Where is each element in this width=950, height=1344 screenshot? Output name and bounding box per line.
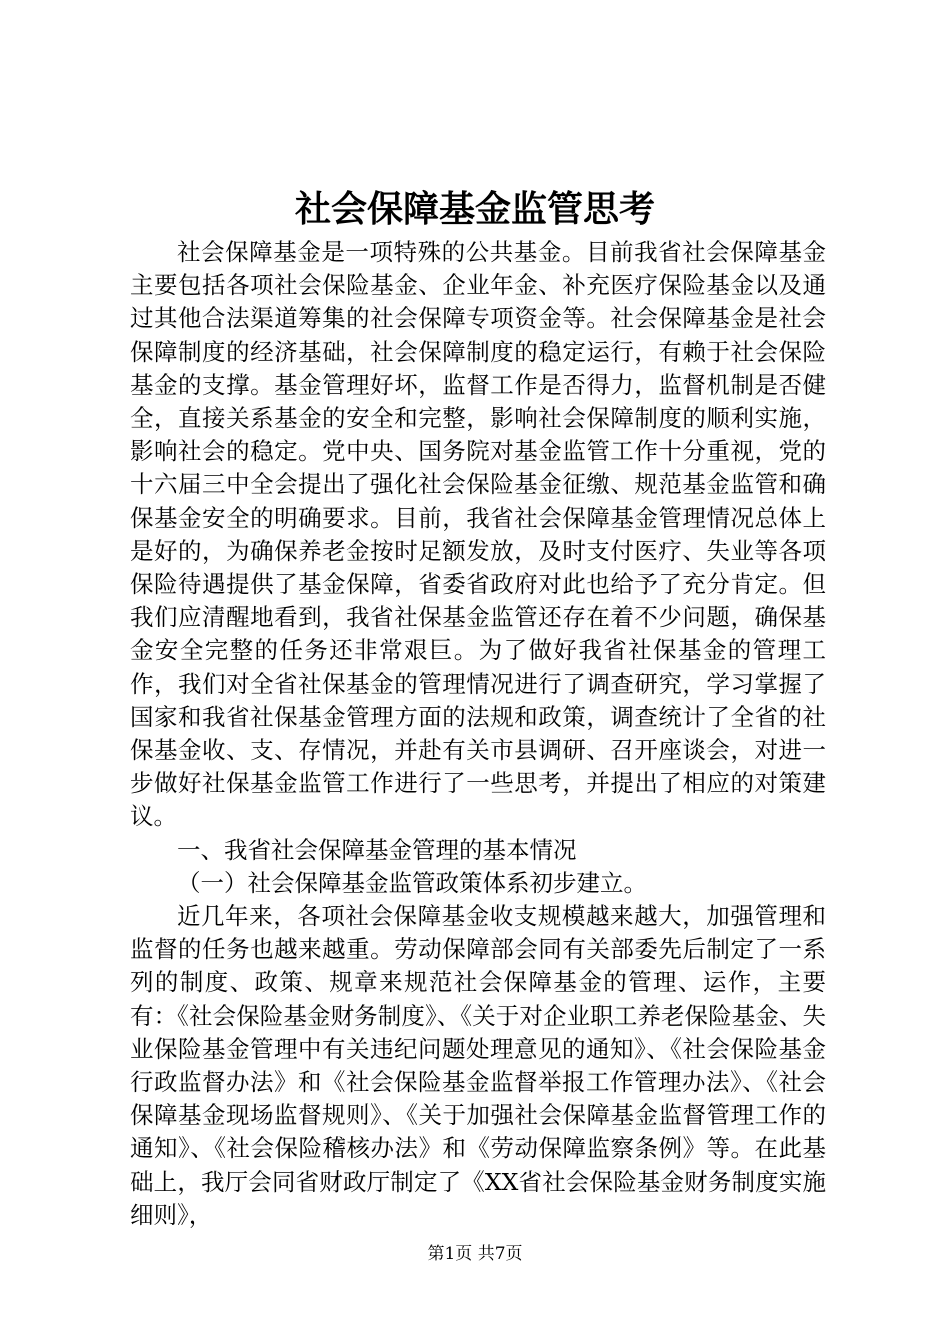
- subsection-heading: （一）社会保障基金监管政策体系初步建立。: [177, 868, 647, 897]
- intro-paragraph: 社会保障基金是一项特殊的公共基金。目前我省社会保障基金主要包括各项社会保险基金、企业年金、补充医疗保险基金以及通过其他合法渠道筹集的社会保障专项资金等。社会保障基金是社会保障制度的经济基础，社会保障制度的稳定运行，有赖于社会保险基金的支撑。基金管理好坏，监督工作是否得力，监督机制是否健全，直接关系基金的安全和完整，影响社会保障制度的顺利实施，影响社会的稳定。党中央、国务院对基金监管工作十分重视，党的十六届三中全会提出了强化社会保险基金征缴、规范基金监管和确保基金安全的明确要求。目前，我省社会保障基金管理情况总体上是好的，为确保养老金按时足额发放，及时支付医疗、失业等各项保险待遇提供了基金保障，省委省政府对此也给予了充分肯定。但我们应清醒地看到，我省社保基金监管还存在着不少问题，确保基金安全完整的任务还非常艰巨。为了做好我省社保基金的管理工作，我们对全省社保基金的管理情况进行了调查研究，学习掌握了国家和我省社保基金管理方面的法规和政策，调查统计了全省的社保基金收、支、存情况，并赴有关市县调研、召开座谈会，对进一步做好社保基金监管工作进行了一些思考，并提出了相应的对策建议。: [130, 238, 826, 831]
- section-heading: 一、我省社会保障基金管理的基本情况: [177, 835, 577, 864]
- body-paragraph: 近几年来，各项社会保障基金收支规模越来越大，加强管理和监督的任务也越来越重。劳动保障部会同有关部委先后制定了一系列的制度、政策、规章来规范社会保障基金的管理、运作，主要有：《社会保险基金财务制度》、《关于对企业职工养老保险基金、失业保险基金管理中有关违纪问题处理意见的通知》、《社会保险基金行政监督办法》和《社会保险基金监督举报工作管理办法》、《社会保障基金现场监督规则》、《关于加强社会保障基金监督管理工作的通知》、《社会保险稽核办法》和《劳动保障监察条例》等。在此基础上，我厅会同省财政厅制定了《XX省社会保险基金财务制度实施细则》，: [130, 902, 826, 1229]
- page-footer: 第1页 共7页: [427, 1244, 523, 1264]
- page-title: 社会保障基金监管思考: [294, 188, 655, 230]
- document-body: [130, 236, 826, 1232]
